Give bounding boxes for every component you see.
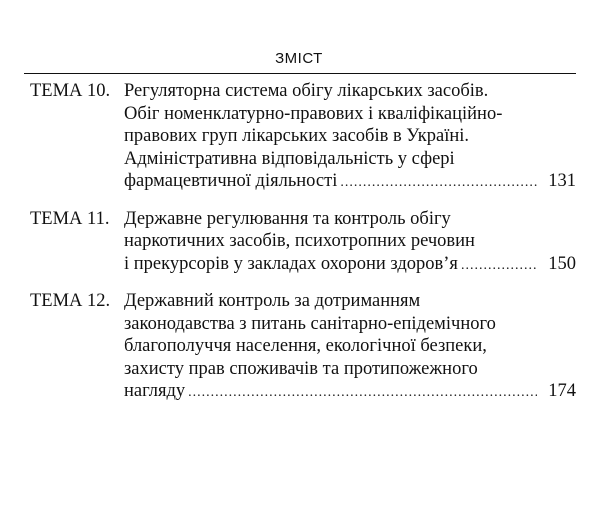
toc-title-last-line — [124, 253, 576, 278]
toc-title-line: нагляду — [124, 381, 186, 401]
toc-title-line: Державний контроль за дотриманням — [124, 291, 421, 311]
toc-title-line: благополуччя населення, екологічної безпеки, — [124, 336, 487, 356]
toc-page-number: 131 — [548, 171, 576, 191]
toc-title-line: наркотичних засобів, психотропних речовин — [124, 231, 475, 251]
dot-leader — [461, 255, 537, 278]
toc-entry-topic-11[interactable] — [30, 208, 576, 278]
toc-title-line: і прекурсорів у закладах охорони здоров’я — [124, 253, 458, 274]
toc-title-line: правових груп лікарських засобів в Україні. — [124, 126, 470, 146]
toc-entry-label: ТЕМА 10. — [30, 81, 111, 101]
table-of-contents — [30, 80, 576, 418]
toc-entry-title — [124, 290, 576, 405]
dot-leader — [340, 172, 537, 195]
toc-entry-topic-12[interactable] — [30, 290, 576, 405]
header-divider — [24, 73, 576, 74]
toc-title-line: Адміністративна відповідальність у сфері — [124, 148, 455, 169]
dot-leader — [188, 382, 537, 405]
toc-title-line: Обіг номенклатурно-правових і кваліфікаційно- — [124, 103, 503, 124]
toc-title-line: Державне регулювання та контроль обігу — [124, 208, 451, 229]
toc-title-line: фармацевтичної діяльності — [124, 171, 338, 191]
toc-title-line: Регуляторна система обігу лікарських засобів. — [124, 81, 489, 101]
toc-title-line: захисту прав споживачів та протипожежного — [124, 358, 478, 379]
toc-entry-title — [124, 208, 576, 278]
toc-page-number: 150 — [548, 253, 576, 274]
toc-entry-label: ТЕМА 12. — [30, 291, 111, 311]
toc-entry-topic-10[interactable] — [30, 80, 576, 195]
page-header: ЗМІСТ — [275, 50, 323, 67]
toc-entry-label: ТЕМА 11. — [30, 208, 110, 229]
toc-entry-title — [124, 80, 576, 195]
toc-page-number: 174 — [548, 381, 576, 401]
toc-title-line: законодавства з питань санітарно-епідемічного — [124, 313, 496, 334]
toc-title-last-line — [124, 170, 576, 195]
toc-title-last-line — [124, 380, 576, 405]
